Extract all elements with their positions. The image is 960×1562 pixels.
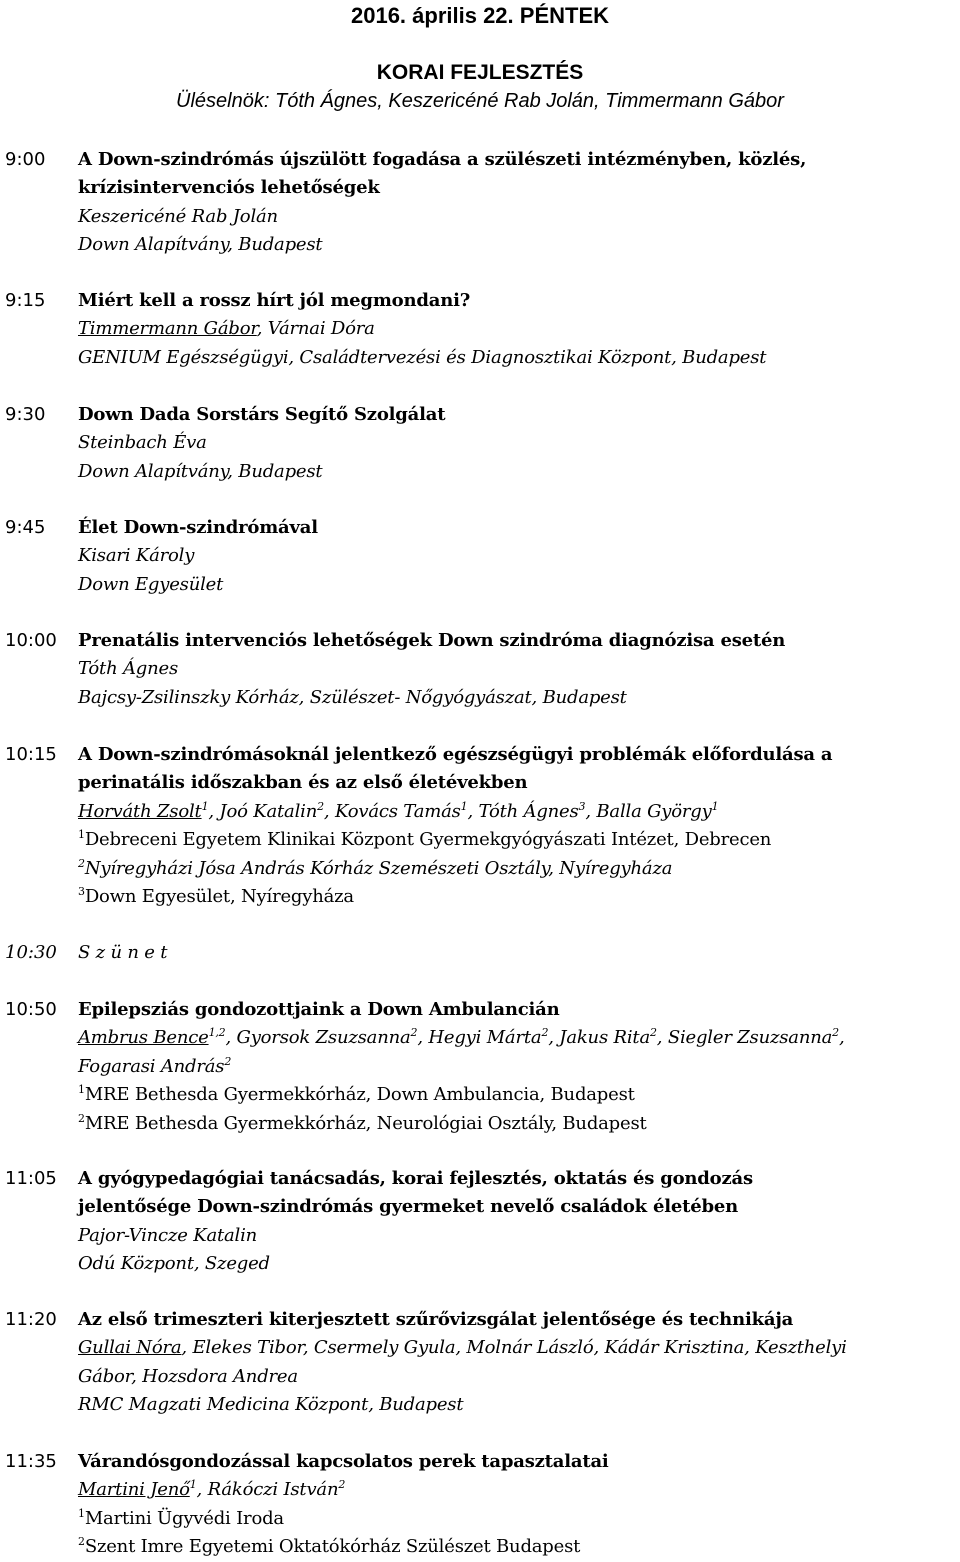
author-name: Kovács Tamás <box>334 800 461 822</box>
author-affil-mark: 2 <box>224 1054 232 1068</box>
affil-text: Szent Imre Egyetemi Oktatókórház Szülészet Budapest <box>84 1536 581 1558</box>
author-affil-mark: 2 <box>649 1026 657 1040</box>
session-time: 11:35 <box>5 1451 57 1472</box>
talk-affiliation: Down Alapítvány, Budapest <box>78 460 323 482</box>
section-title: KORAI FEJLESZTÉS <box>376 61 584 84</box>
co-authors: , Elekes Tibor, Csermely Gyula, Molnár László, Kádár Krisztina, Keszthelyi <box>181 1337 847 1359</box>
author-affil-mark: 1 <box>189 1478 197 1492</box>
session-time: 11:05 <box>5 1168 57 1189</box>
talk-affiliation <box>78 826 948 854</box>
talk-affiliation <box>78 1110 948 1138</box>
author-name: Balla György <box>596 800 712 822</box>
affil-text: Nyíregyházi Jósa András Kórház Szemészeti Osztály, Nyíregyháza <box>84 857 673 879</box>
author-separator: , <box>656 1027 668 1049</box>
author-separator: , <box>838 1027 845 1049</box>
talk-title-cont: jelentősége Down-szindrómás gyermeket nevelő családok életében <box>78 1196 739 1218</box>
talk-title: Az első trimeszteri kiterjesztett szűrővizsgálat jelentősége és technikája <box>78 1309 794 1330</box>
talk-author: Keszericéné Rab Jolán <box>78 205 278 227</box>
talk-affiliation <box>78 1505 948 1533</box>
author-name: Horváth Zsolt <box>78 800 202 822</box>
author-name: Ambrus Bence <box>78 1027 209 1049</box>
talk-title: Várandósgondozással kapcsolatos perek tapasztalatai <box>78 1451 609 1472</box>
author-affil-mark: 1 <box>711 799 719 813</box>
talk-title: A gyógypedagógiai tanácsadás, korai fejlesztés, oktatás és gondozás <box>78 1168 753 1189</box>
talk-affiliation: Odú Központ, Szeged <box>78 1253 270 1275</box>
session-time: 9:45 <box>5 517 46 538</box>
talk-authors <box>78 1476 948 1504</box>
talk-authors-cont: Gábor, Hozsdora Andrea <box>78 1365 298 1387</box>
talk-title: Miért kell a rossz hírt jól megmondani? <box>78 290 471 311</box>
talk-author: Tóth Ágnes <box>78 658 178 680</box>
affil-mark: 2 <box>78 856 85 870</box>
affil-mark: 1 <box>78 1506 85 1520</box>
author-name: Fogarasi András <box>78 1055 225 1077</box>
author-name: Gyorsok Zsuzsanna <box>236 1027 411 1049</box>
talk-title: A Down-szindrómás újszülött fogadása a szülészeti intézményben, közlés, <box>78 149 807 170</box>
author-name: Joó Katalin <box>219 800 318 822</box>
talk-affiliation <box>78 1533 948 1561</box>
talk-authors <box>78 798 948 826</box>
session-time: 10:50 <box>5 999 57 1020</box>
break-label: S z ü n e t <box>78 942 168 963</box>
author-separator: , <box>225 1027 237 1049</box>
talk-affiliation: Down Alapítvány, Budapest <box>78 234 323 256</box>
author-affil-mark: 1 <box>460 799 468 813</box>
talk-affiliation <box>78 883 948 911</box>
author-separator: , <box>585 800 597 822</box>
affil-mark: 1 <box>78 1083 85 1097</box>
affil-mark: 3 <box>78 885 85 899</box>
author-affil-mark: 2 <box>541 1026 549 1040</box>
session-chairs: Üléselnök: Tóth Ágnes, Keszericéné Rab Jolán, Timmermann Gábor <box>176 90 784 112</box>
presenting-author: Gullai Nóra <box>78 1337 182 1359</box>
author-separator: , <box>208 800 220 822</box>
author-name: Siegler Zsuzsanna <box>667 1027 833 1049</box>
talk-title: Élet Down-szindrómával <box>78 517 318 538</box>
session-time: 9:00 <box>5 149 46 170</box>
author-separator: , <box>467 800 479 822</box>
talk-affiliation: Bajcsy-Zsilinszky Kórház, Szülészet- Nőgyógyászat, Budapest <box>78 686 627 708</box>
talk-title: Prenatális intervenciós lehetőségek Down szindróma diagnózisa esetén <box>78 630 786 651</box>
affil-text: MRE Bethesda Gyermekkórház, Neurológiai Osztály, Budapest <box>84 1112 647 1134</box>
affil-text: MRE Bethesda Gyermekkórház, Down Ambulancia, Budapest <box>84 1084 635 1106</box>
author-name: Rákóczi István <box>207 1479 339 1501</box>
talk-affiliation: RMC Magzati Medicina Központ, Budapest <box>78 1394 464 1416</box>
talk-authors <box>78 1024 948 1052</box>
talk-title-cont: krízisintervenciós lehetőségek <box>78 177 380 199</box>
author-affil-mark: 1,2 <box>208 1026 226 1040</box>
talk-authors <box>78 315 948 343</box>
talk-author: Steinbach Éva <box>78 432 207 454</box>
author-affil-mark: 2 <box>832 1026 839 1040</box>
author-affil-mark: 3 <box>578 799 586 813</box>
author-separator: , <box>323 800 335 822</box>
talk-title: Epilepsziás gondozottjaink a Down Ambulancián <box>78 999 560 1020</box>
presenting-author: Timmermann Gábor <box>78 318 257 340</box>
co-authors: , Várnai Dóra <box>256 318 375 340</box>
author-separator: , <box>548 1027 560 1049</box>
session-time: 11:20 <box>5 1309 57 1330</box>
author-affil-mark: 1 <box>201 799 209 813</box>
author-name: Martini Jenő <box>78 1479 190 1501</box>
affil-mark: 2 <box>78 1535 85 1549</box>
author-separator: , <box>417 1027 429 1049</box>
talk-title: A Down-szindrómásoknál jelentkező egészségügyi problémák előfordulása a <box>78 744 833 765</box>
program-date: 2016. április 22. PÉNTEK <box>350 3 610 28</box>
session-time: 10:30 <box>5 942 57 963</box>
affil-text: Debreceni Egyetem Klinikai Központ Gyermekgyógyászati Intézet, Debrecen <box>84 829 772 851</box>
session-time: 10:00 <box>5 630 57 651</box>
affil-text: Down Egyesület, Nyíregyháza <box>84 886 354 908</box>
author-affil-mark: 2 <box>317 799 324 813</box>
talk-authors-cont <box>78 1053 948 1081</box>
talk-title: Down Dada Sorstárs Segítő Szolgálat <box>78 404 446 425</box>
author-name: Hegyi Márta <box>428 1027 542 1049</box>
talk-affiliation: Down Egyesület <box>78 573 224 595</box>
affil-mark: 1 <box>78 828 85 842</box>
talk-affiliation <box>78 855 948 883</box>
session-time: 10:15 <box>5 744 57 765</box>
talk-affiliation: GENIUM Egészségügyi, Családtervezési és Diagnosztikai Központ, Budapest <box>78 346 767 368</box>
talk-author: Pajor-Vincze Katalin <box>78 1224 258 1246</box>
author-name: Jakus Rita <box>559 1027 650 1049</box>
author-affil-mark: 2 <box>410 1026 418 1040</box>
talk-affiliation <box>78 1081 948 1109</box>
talk-author: Kisari Károly <box>78 545 195 567</box>
affil-text: Martini Ügyvédi Iroda <box>84 1507 284 1529</box>
talk-title-cont: perinatális időszakban és az első életévekben <box>78 772 528 794</box>
session-time: 9:30 <box>5 404 46 425</box>
talk-authors <box>78 1334 948 1362</box>
session-time: 9:15 <box>5 290 46 311</box>
author-name: Tóth Ágnes <box>478 800 579 822</box>
author-separator: , <box>196 1479 208 1501</box>
author-affil-mark: 2 <box>338 1478 346 1492</box>
affil-mark: 2 <box>78 1111 85 1125</box>
